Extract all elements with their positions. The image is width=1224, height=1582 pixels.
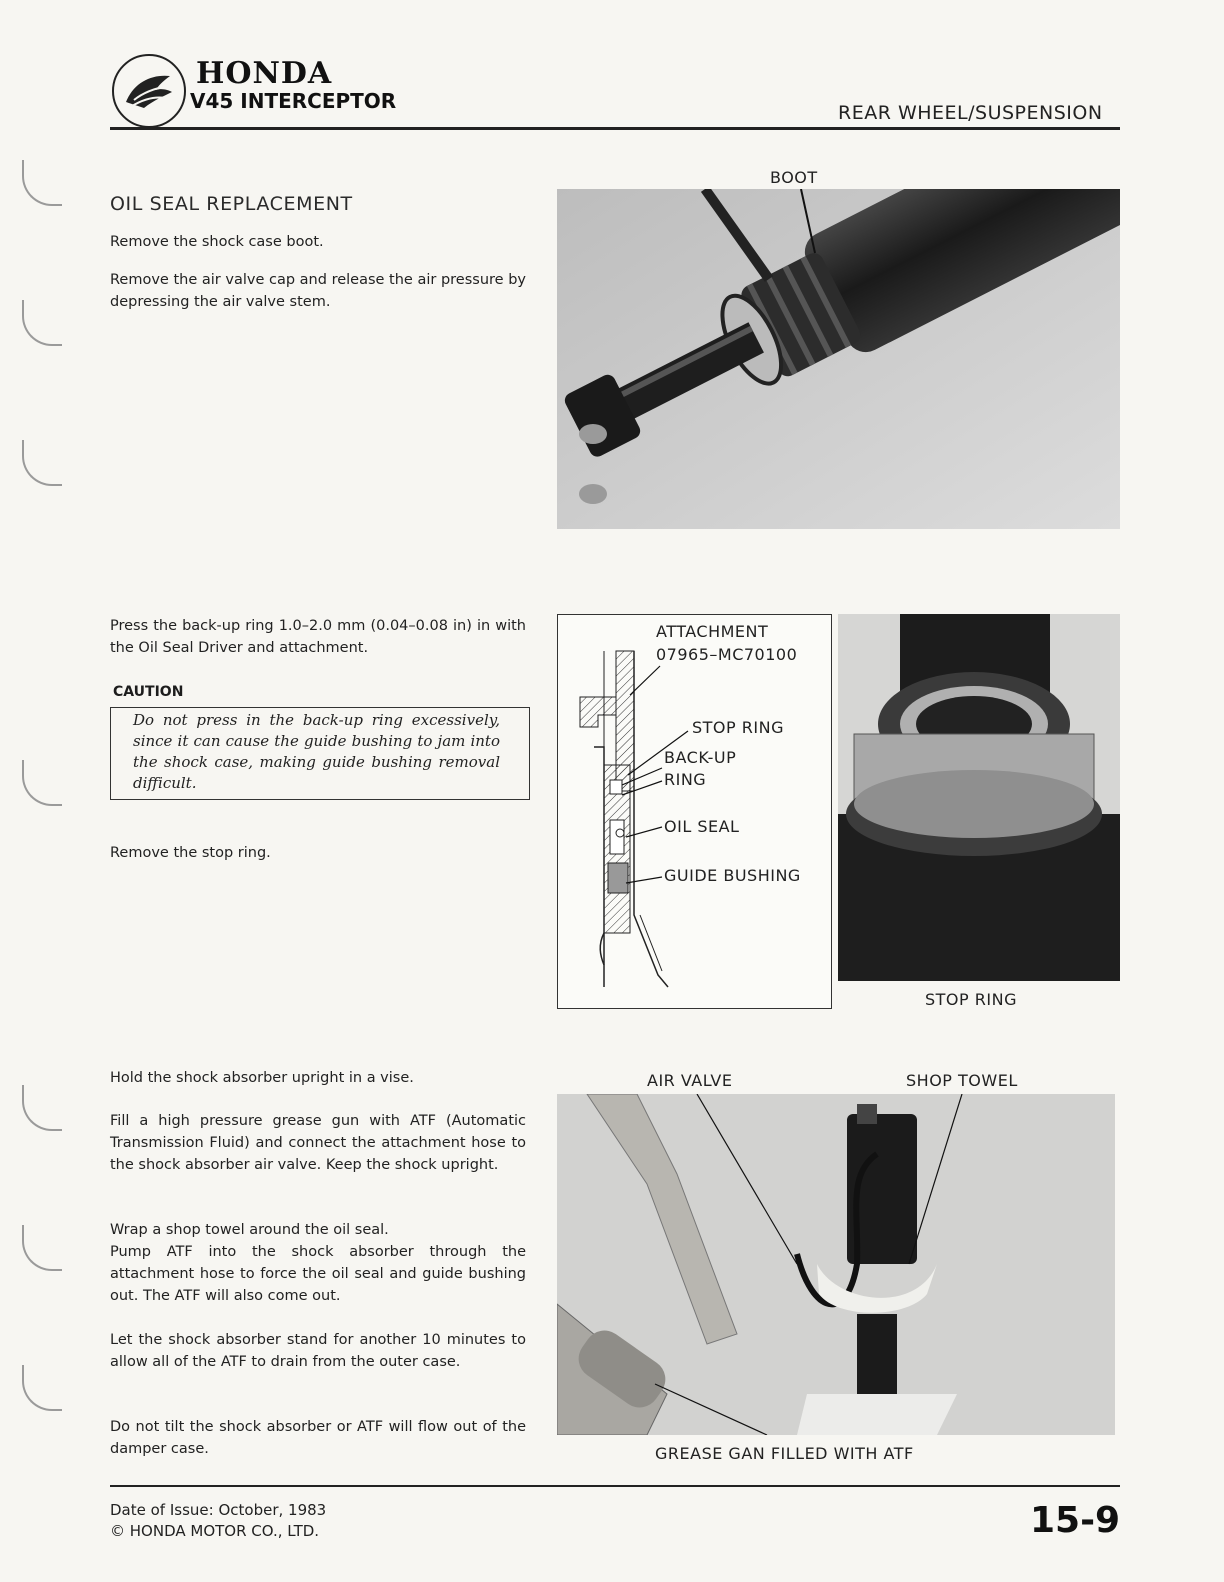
label-backup-ring-2: RING — [664, 770, 707, 789]
step-text: Pump ATF into the shock absorber through the attachment hose to force the oil seal and guide bushing out. The ATF will also come out. — [110, 1244, 526, 1304]
step-text: Remove the shock case boot. — [110, 234, 324, 250]
label-part-number: 07965–MC70100 — [656, 645, 798, 664]
step-text: Remove the stop ring. — [110, 845, 271, 861]
binder-ring — [22, 300, 62, 346]
binder-ring — [22, 160, 62, 206]
label-oil-seal: OIL SEAL — [664, 817, 740, 836]
photo-label-shop-towel: SHOP TOWEL — [906, 1071, 1018, 1090]
shock-boot-photo — [557, 189, 1120, 529]
stop-ring-photo — [838, 614, 1120, 981]
caution-label: CAUTION — [113, 684, 184, 700]
label-backup-ring: BACK-UP — [664, 748, 737, 767]
binder-ring — [22, 1085, 62, 1131]
wing-icon — [114, 56, 184, 126]
seal-cross-section-diagram — [557, 614, 832, 1009]
page-number: 15-9 — [1030, 1500, 1121, 1541]
issue-date: Date of Issue: October, 1983 — [110, 1501, 327, 1519]
header-rule — [110, 127, 1120, 130]
step-text: Press the back-up ring 1.0–2.0 mm (0.04–0.08 in) in with the Oil Seal Driver and attachment. — [110, 618, 526, 656]
binder-ring — [22, 760, 62, 806]
caution-text: Do not press in the back-up ring excessively, since it can cause the guide bushing to jam into the shock case, making guide bushing removal difficult. — [133, 711, 500, 792]
page-title: OIL SEAL REPLACEMENT — [110, 193, 353, 215]
binder-ring — [22, 440, 62, 486]
footer-rule — [110, 1485, 1120, 1487]
photo-caption-stop-ring: STOP RING — [925, 990, 1017, 1009]
step-text: Hold the shock absorber upright in a vise. — [110, 1070, 414, 1086]
binder-ring — [22, 1365, 62, 1411]
section-header: REAR WHEEL/SUSPENSION — [838, 102, 1103, 124]
photo-label-air-valve: AIR VALVE — [647, 1071, 733, 1090]
brand-name: HONDA — [196, 56, 333, 91]
honda-wing-logo — [112, 54, 186, 128]
step-text: Wrap a shop towel around the oil seal. — [110, 1222, 389, 1238]
label-stop-ring: STOP RING — [692, 718, 784, 737]
label-attachment: ATTACHMENT — [656, 622, 769, 641]
label-guide-bushing: GUIDE BUSHING — [664, 866, 801, 885]
photo-label-boot: BOOT — [770, 168, 818, 187]
step-text: Fill a high pressure grease gun with ATF (Automatic Transmission Fluid) and connect the attachment hose to the shock absorber air valve. Keep the shock upright. — [110, 1113, 526, 1173]
binder-ring — [22, 1225, 62, 1271]
photo-label-grease-gun: GREASE GAN FILLED WITH ATF — [655, 1444, 914, 1463]
grease-gun-photo — [557, 1094, 1115, 1435]
model-name: V45 INTERCEPTOR — [190, 89, 397, 113]
step-text: Remove the air valve cap and release the air pressure by depressing the air valve stem. — [110, 272, 526, 310]
step-text: Let the shock absorber stand for another 10 minutes to allow all of the ATF to drain from the outer case. — [110, 1332, 526, 1370]
copyright: © HONDA MOTOR CO., LTD. — [110, 1522, 320, 1540]
step-text: Do not tilt the shock absorber or ATF will flow out of the damper case. — [110, 1419, 526, 1457]
